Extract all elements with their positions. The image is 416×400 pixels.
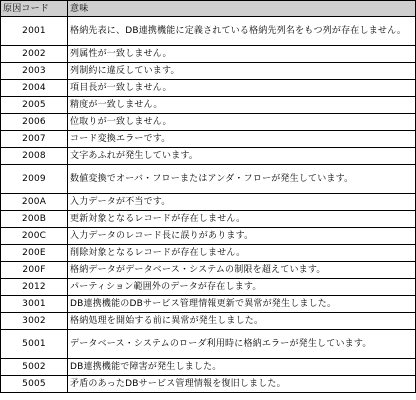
table-row	[1, 63, 416, 80]
table-header-row	[1, 1, 416, 17]
row-meaning: 格納処理を開始する前に異常が発生しました。	[68, 313, 416, 330]
table-row	[1, 165, 416, 194]
row-code: 2008	[1, 148, 68, 165]
table-row	[1, 17, 416, 46]
table-row	[1, 194, 416, 211]
table-row	[1, 114, 416, 131]
row-meaning: 列属性が一致しません。	[68, 46, 416, 63]
row-meaning: 更新対象となるレコードが存在しません。	[68, 211, 416, 228]
row-code: 200B	[1, 211, 68, 228]
row-meaning: コード変換エラーです。	[68, 131, 416, 148]
row-code: 3001	[1, 296, 68, 313]
row-code: 2007	[1, 131, 68, 148]
table-row	[1, 359, 416, 376]
table-row	[1, 376, 416, 393]
row-code: 5005	[1, 376, 68, 393]
row-code: 3002	[1, 313, 68, 330]
row-code: 200F	[1, 262, 68, 279]
row-code: 200E	[1, 245, 68, 262]
row-meaning: 入力データが不当です。	[68, 194, 416, 211]
row-meaning: 削除対象となるレコードが存在しません。	[68, 245, 416, 262]
row-meaning: データベース・システムのローダ利用時に格納エラーが発生しています。	[68, 330, 416, 359]
row-code: 200A	[1, 194, 68, 211]
row-code: 2005	[1, 97, 68, 114]
row-code: 5002	[1, 359, 68, 376]
row-meaning: 列制約に違反しています。	[68, 63, 416, 80]
row-meaning: 矛盾のあったDBサービス管理情報を復旧しました。	[68, 376, 416, 393]
row-meaning: 項目長が一致しません。	[68, 80, 416, 97]
table-row	[1, 80, 416, 97]
row-code: 2004	[1, 80, 68, 97]
table-row	[1, 46, 416, 63]
table-row	[1, 279, 416, 296]
row-code: 2003	[1, 63, 68, 80]
row-meaning: 文字あふれが発生しています。	[68, 148, 416, 165]
row-meaning: 入力データのレコード長に誤りがあります。	[68, 228, 416, 245]
table-row	[1, 262, 416, 279]
row-meaning: DB連携機能のDBサービス管理情報更新で異常が発生しました。	[68, 296, 416, 313]
row-meaning: 数値変換でオーバ・フローまたはアンダ・フローが発生しています。	[68, 165, 416, 194]
table-row	[1, 296, 416, 313]
row-meaning: 位取りが一致しません。	[68, 114, 416, 131]
table-row	[1, 313, 416, 330]
row-meaning: 精度が一致しません。	[68, 97, 416, 114]
row-code: 5001	[1, 330, 68, 359]
table-row	[1, 330, 416, 359]
row-code: 2009	[1, 165, 68, 194]
table-row	[1, 211, 416, 228]
table-row	[1, 97, 416, 114]
table-row	[1, 228, 416, 245]
row-code: 200C	[1, 228, 68, 245]
row-code: 2001	[1, 17, 68, 46]
table-row	[1, 245, 416, 262]
row-code: 2012	[1, 279, 68, 296]
header-code: 原因コード	[1, 1, 68, 17]
table-row	[1, 148, 416, 165]
row-code: 2006	[1, 114, 68, 131]
row-code: 2002	[1, 46, 68, 63]
header-meaning: 意味	[68, 1, 416, 17]
row-meaning: パーティション範囲外のデータが存在します。	[68, 279, 416, 296]
row-meaning: DB連携機能で障害が発生しました。	[68, 359, 416, 376]
row-meaning: 格納データがデータベース・システムの制限を超えています。	[68, 262, 416, 279]
table-row	[1, 131, 416, 148]
row-meaning: 格納先表に、DB連携機能に定義されている格納先列名をもつ列が存在しません。	[68, 17, 416, 46]
